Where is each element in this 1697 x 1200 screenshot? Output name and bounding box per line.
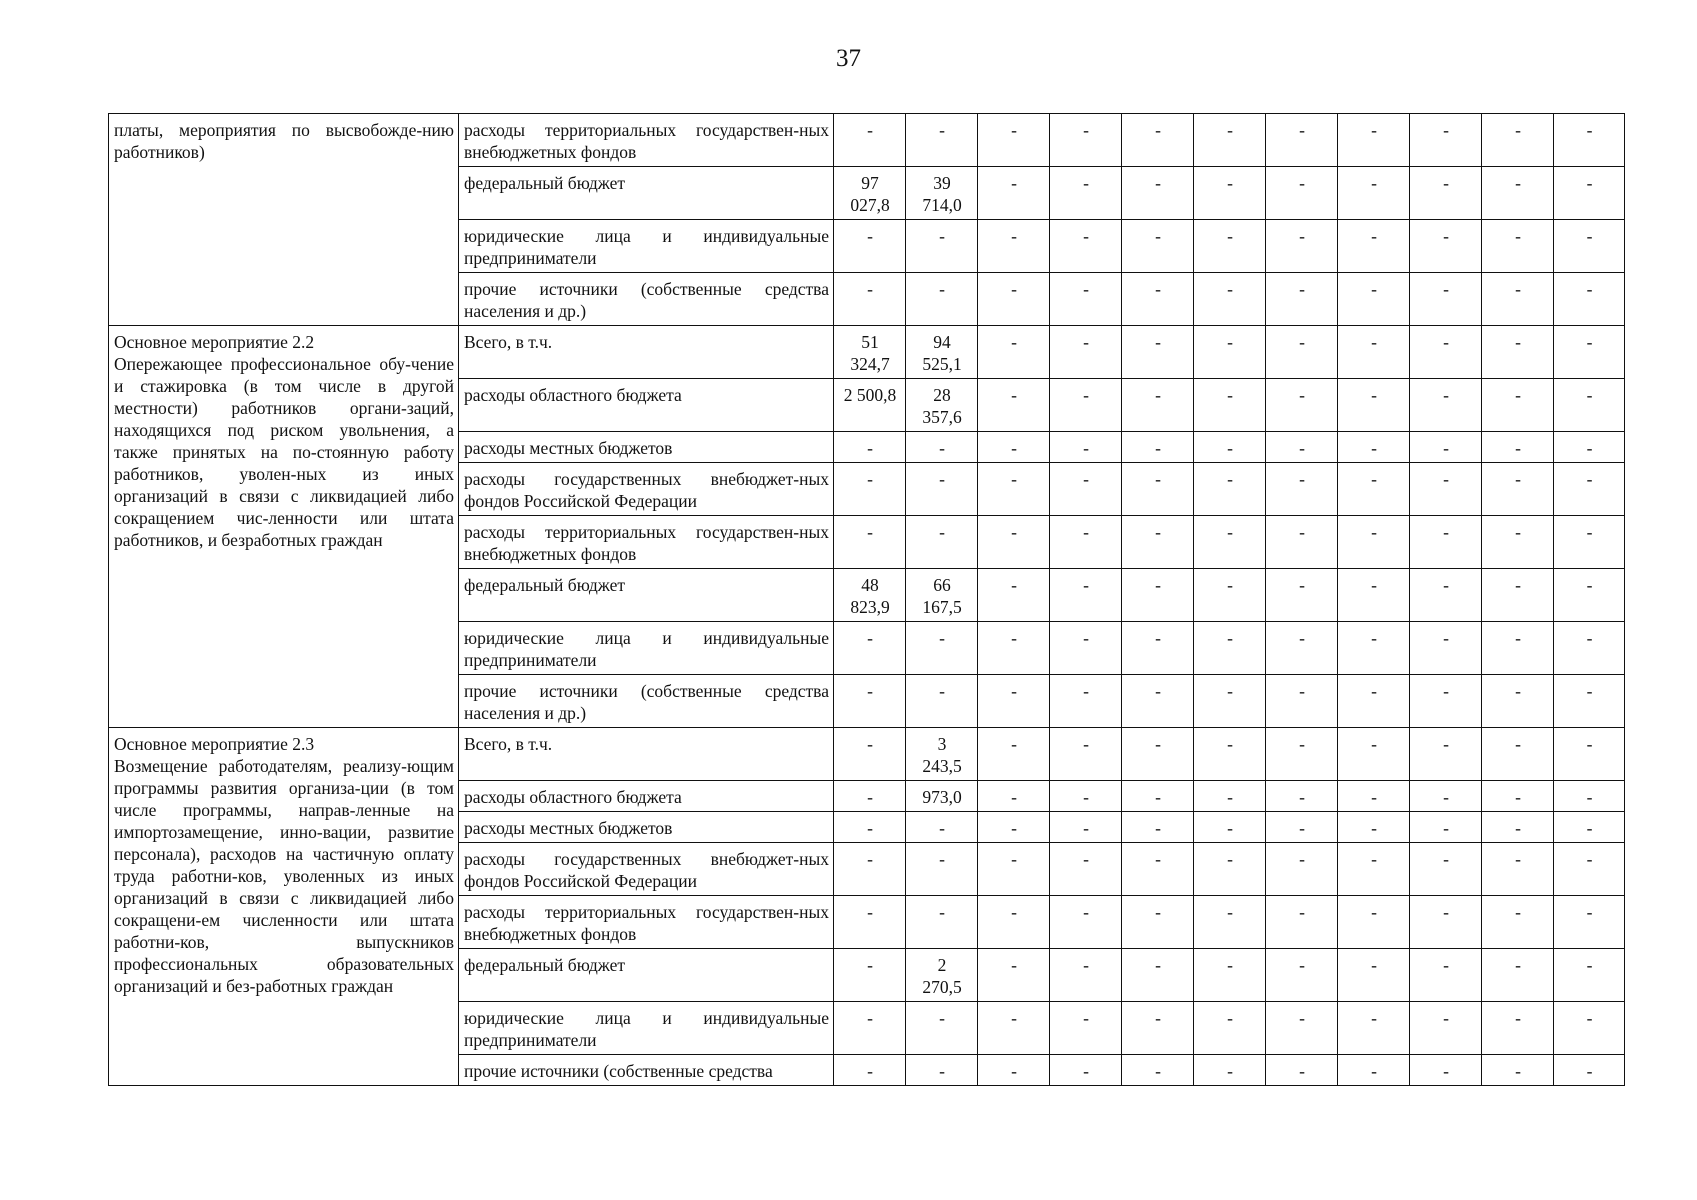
value-cell: - (1122, 1002, 1194, 1055)
value-cell: - (906, 812, 978, 843)
value-cell: - (1194, 516, 1266, 569)
funding-source-cell: юридические лица и индивидуальные предприниматели (459, 622, 834, 675)
value-cell: - (1050, 1055, 1122, 1086)
value-cell: - (906, 675, 978, 728)
value-cell: - (1554, 622, 1625, 675)
value-cell: - (1266, 569, 1338, 622)
value-cell: 28 357,6 (906, 379, 978, 432)
funding-source-cell: Всего, в т.ч. (459, 728, 834, 781)
funding-source-cell: расходы государственных внебюджет-ных фондов Российской Федерации (459, 463, 834, 516)
value-cell: - (1050, 326, 1122, 379)
value-cell: - (1482, 675, 1554, 728)
funding-source-cell: федеральный бюджет (459, 569, 834, 622)
value-cell: 2 270,5 (906, 949, 978, 1002)
value-cell: - (978, 949, 1050, 1002)
value-cell: - (1338, 781, 1410, 812)
value-cell: - (834, 781, 906, 812)
value-cell: - (1194, 167, 1266, 220)
value-cell: - (1122, 812, 1194, 843)
value-cell: - (1554, 1002, 1625, 1055)
value-cell: - (1482, 114, 1554, 167)
value-cell: - (1554, 812, 1625, 843)
table-body (109, 114, 1625, 1086)
value-cell: - (1194, 463, 1266, 516)
measure-description: Опережающее профессиональное обу-чение и стажировка (в том числе в другой местности) работников органи-заций, находящихся под риском увольнения, а также принятых на по-стоянную работу работников, уволен-ных из иных организаций в связи с ликвидацией либо сокращением чис-ленности или штата работников, и безработных граждан (114, 354, 454, 550)
budget-table (108, 113, 1625, 1086)
value-cell: - (1482, 1055, 1554, 1086)
value-cell: - (1482, 1002, 1554, 1055)
value-cell: - (1554, 516, 1625, 569)
value-cell: - (1410, 675, 1482, 728)
funding-source-cell: расходы государственных внебюджет-ных фондов Российской Федерации (459, 843, 834, 896)
value-cell: - (1482, 432, 1554, 463)
value-cell: - (1122, 569, 1194, 622)
value-cell: - (978, 273, 1050, 326)
value-cell: - (1122, 516, 1194, 569)
value-cell: - (1410, 843, 1482, 896)
value-cell: - (1482, 781, 1554, 812)
page-number: 37 (836, 45, 861, 72)
measure-cell (109, 728, 459, 1086)
value-cell: - (1266, 781, 1338, 812)
value-cell: - (978, 114, 1050, 167)
measure-description: Возмещение работодателям, реализу-ющим программы развития организа-ции (в том числе программы, направ-ленные на импортозамещение, инно-вации, развитие персонала), расходов на частичную оплату труда работни-ков, уволенных из иных организаций в связи с ликвидацией либо сокращени-ем численности или штата работни-ков, выпускников профессиональных образовательных организаций и без-работных граждан (114, 756, 454, 996)
value-cell: - (1266, 728, 1338, 781)
value-cell: - (1194, 622, 1266, 675)
value-cell: - (1482, 569, 1554, 622)
value-cell: - (978, 675, 1050, 728)
measure-text: Основное мероприятие 2.3 (114, 734, 315, 754)
funding-source-cell: юридические лица и индивидуальные предприниматели (459, 220, 834, 273)
value-cell: - (1194, 1055, 1266, 1086)
value-cell: - (1410, 1055, 1482, 1086)
funding-source-cell: расходы областного бюджета (459, 781, 834, 812)
value-cell: - (1338, 728, 1410, 781)
value-cell: - (1410, 114, 1482, 167)
value-cell: - (1050, 1002, 1122, 1055)
value-cell: - (1194, 812, 1266, 843)
measure-cell (109, 326, 459, 728)
value-cell: - (1410, 781, 1482, 812)
value-cell: - (1050, 167, 1122, 220)
value-cell: - (978, 896, 1050, 949)
value-cell: - (1410, 273, 1482, 326)
value-cell: - (1482, 220, 1554, 273)
value-cell: - (1122, 728, 1194, 781)
value-cell: - (1194, 114, 1266, 167)
value-cell: - (1338, 1055, 1410, 1086)
value-cell: - (1482, 728, 1554, 781)
value-cell: - (978, 220, 1050, 273)
value-cell: - (906, 463, 978, 516)
value-cell: - (978, 781, 1050, 812)
value-cell: - (1194, 896, 1266, 949)
value-cell: - (1122, 1055, 1194, 1086)
value-cell: - (1266, 675, 1338, 728)
value-cell: - (1122, 167, 1194, 220)
value-cell: - (1554, 843, 1625, 896)
value-cell: - (978, 432, 1050, 463)
value-cell: - (1554, 781, 1625, 812)
funding-source-cell: расходы местных бюджетов (459, 812, 834, 843)
value-cell: - (1050, 463, 1122, 516)
value-cell: - (1266, 843, 1338, 896)
value-cell: - (1410, 812, 1482, 843)
value-cell: 97 027,8 (834, 167, 906, 220)
value-cell: - (906, 896, 978, 949)
value-cell: - (1194, 949, 1266, 1002)
value-cell: - (1050, 622, 1122, 675)
value-cell: - (978, 728, 1050, 781)
value-cell: - (1266, 273, 1338, 326)
value-cell: 48 823,9 (834, 569, 906, 622)
value-cell: - (1482, 326, 1554, 379)
value-cell: 2 500,8 (834, 379, 906, 432)
value-cell: - (1122, 675, 1194, 728)
value-cell: - (1338, 843, 1410, 896)
value-cell: - (1482, 516, 1554, 569)
value-cell: - (834, 273, 906, 326)
value-cell: - (1410, 728, 1482, 781)
value-cell: - (834, 843, 906, 896)
value-cell: - (1554, 1055, 1625, 1086)
value-cell: - (1122, 622, 1194, 675)
value-cell: - (1122, 949, 1194, 1002)
value-cell: - (1050, 812, 1122, 843)
value-cell: - (1338, 896, 1410, 949)
value-cell: - (1338, 949, 1410, 1002)
value-cell: - (1266, 379, 1338, 432)
funding-source-cell: расходы областного бюджета (459, 379, 834, 432)
value-cell: - (1338, 516, 1410, 569)
value-cell: - (1482, 463, 1554, 516)
value-cell: - (1338, 432, 1410, 463)
value-cell: - (978, 326, 1050, 379)
value-cell: - (1050, 569, 1122, 622)
value-cell: - (834, 728, 906, 781)
value-cell: - (1050, 675, 1122, 728)
value-cell: - (1194, 1002, 1266, 1055)
value-cell: - (1482, 273, 1554, 326)
value-cell: - (978, 843, 1050, 896)
value-cell: - (1194, 432, 1266, 463)
value-cell: - (1410, 516, 1482, 569)
value-cell: - (1554, 728, 1625, 781)
value-cell: - (834, 1055, 906, 1086)
value-cell: - (1194, 728, 1266, 781)
value-cell: - (1122, 114, 1194, 167)
value-cell: - (978, 379, 1050, 432)
value-cell: - (1554, 379, 1625, 432)
funding-source-cell: прочие источники (собственные средства (459, 1055, 834, 1086)
value-cell: - (1482, 379, 1554, 432)
value-cell: - (906, 432, 978, 463)
value-cell: - (906, 843, 978, 896)
value-cell: - (978, 516, 1050, 569)
value-cell: - (1338, 569, 1410, 622)
value-cell: - (978, 463, 1050, 516)
value-cell: - (1194, 843, 1266, 896)
value-cell: - (834, 516, 906, 569)
value-cell: - (1338, 273, 1410, 326)
value-cell: - (834, 1002, 906, 1055)
value-cell: - (1266, 949, 1338, 1002)
value-cell: 51 324,7 (834, 326, 906, 379)
value-cell: - (906, 622, 978, 675)
value-cell: - (906, 114, 978, 167)
value-cell: - (1554, 675, 1625, 728)
measure-cell (109, 114, 459, 326)
value-cell: - (1554, 463, 1625, 516)
value-cell: - (1050, 781, 1122, 812)
value-cell: - (834, 463, 906, 516)
value-cell: - (978, 569, 1050, 622)
value-cell: - (1338, 167, 1410, 220)
value-cell: - (1122, 463, 1194, 516)
value-cell: - (1266, 896, 1338, 949)
value-cell: - (834, 432, 906, 463)
value-cell: - (1554, 114, 1625, 167)
funding-source-cell: прочие источники (собственные средства населения и др.) (459, 273, 834, 326)
value-cell: - (1050, 220, 1122, 273)
value-cell: - (1410, 463, 1482, 516)
value-cell: - (978, 812, 1050, 843)
value-cell: - (1122, 896, 1194, 949)
measure-text: Основное мероприятие 2.2 (114, 332, 315, 352)
value-cell: 94 525,1 (906, 326, 978, 379)
value-cell: - (1050, 379, 1122, 432)
value-cell: - (1554, 326, 1625, 379)
value-cell: - (1338, 675, 1410, 728)
value-cell: - (834, 622, 906, 675)
funding-source-cell: расходы территориальных государствен-ных внебюджетных фондов (459, 896, 834, 949)
value-cell: - (1050, 728, 1122, 781)
value-cell: - (1266, 463, 1338, 516)
value-cell: - (1122, 326, 1194, 379)
funding-source-cell: расходы территориальных государствен-ных внебюджетных фондов (459, 516, 834, 569)
value-cell: 3 243,5 (906, 728, 978, 781)
value-cell: - (1122, 220, 1194, 273)
value-cell: - (1482, 167, 1554, 220)
value-cell: - (1410, 167, 1482, 220)
value-cell: - (1122, 781, 1194, 812)
value-cell: - (1266, 622, 1338, 675)
value-cell: - (1122, 432, 1194, 463)
value-cell: - (1122, 379, 1194, 432)
value-cell: - (978, 1002, 1050, 1055)
value-cell: - (1266, 114, 1338, 167)
value-cell: - (1194, 326, 1266, 379)
funding-source-cell: Всего, в т.ч. (459, 326, 834, 379)
table-row (109, 114, 1625, 167)
value-cell: - (834, 220, 906, 273)
value-cell: - (1050, 432, 1122, 463)
value-cell: - (1554, 220, 1625, 273)
value-cell: - (1338, 114, 1410, 167)
value-cell: - (1266, 167, 1338, 220)
value-cell: - (1410, 896, 1482, 949)
table-row (109, 728, 1625, 781)
value-cell: 66 167,5 (906, 569, 978, 622)
value-cell: - (978, 622, 1050, 675)
value-cell: - (906, 273, 978, 326)
funding-source-cell: расходы местных бюджетов (459, 432, 834, 463)
value-cell: - (1194, 379, 1266, 432)
value-cell: 973,0 (906, 781, 978, 812)
value-cell: - (1410, 949, 1482, 1002)
value-cell: - (1194, 781, 1266, 812)
value-cell: - (1482, 949, 1554, 1002)
value-cell: - (906, 1055, 978, 1086)
value-cell: - (1410, 569, 1482, 622)
funding-source-cell: прочие источники (собственные средства населения и др.) (459, 675, 834, 728)
value-cell: - (1194, 273, 1266, 326)
value-cell: 39 714,0 (906, 167, 978, 220)
value-cell: - (1338, 812, 1410, 843)
value-cell: - (1266, 432, 1338, 463)
value-cell: - (1194, 569, 1266, 622)
value-cell: - (1194, 220, 1266, 273)
value-cell: - (1410, 379, 1482, 432)
value-cell: - (1338, 622, 1410, 675)
value-cell: - (834, 812, 906, 843)
value-cell: - (834, 949, 906, 1002)
value-cell: - (1482, 843, 1554, 896)
funding-source-cell: расходы территориальных государствен-ных внебюджетных фондов (459, 114, 834, 167)
value-cell: - (1482, 896, 1554, 949)
value-cell: - (1338, 1002, 1410, 1055)
value-cell: - (978, 1055, 1050, 1086)
value-cell: - (834, 114, 906, 167)
value-cell: - (906, 516, 978, 569)
value-cell: - (834, 675, 906, 728)
value-cell: - (1482, 622, 1554, 675)
value-cell: - (1122, 843, 1194, 896)
value-cell: - (1266, 1002, 1338, 1055)
value-cell: - (1410, 1002, 1482, 1055)
value-cell: - (1266, 326, 1338, 379)
value-cell: - (1338, 326, 1410, 379)
funding-source-cell: федеральный бюджет (459, 167, 834, 220)
value-cell: - (1554, 432, 1625, 463)
value-cell: - (1050, 843, 1122, 896)
value-cell: - (1338, 220, 1410, 273)
value-cell: - (1482, 812, 1554, 843)
value-cell: - (906, 220, 978, 273)
value-cell: - (1050, 949, 1122, 1002)
value-cell: - (1338, 463, 1410, 516)
value-cell: - (1266, 812, 1338, 843)
value-cell: - (1050, 273, 1122, 326)
funding-source-cell: юридические лица и индивидуальные предприниматели (459, 1002, 834, 1055)
funding-source-cell: федеральный бюджет (459, 949, 834, 1002)
value-cell: - (1122, 273, 1194, 326)
value-cell: - (1554, 273, 1625, 326)
value-cell: - (1554, 167, 1625, 220)
value-cell: - (978, 167, 1050, 220)
value-cell: - (1554, 949, 1625, 1002)
value-cell: - (1410, 220, 1482, 273)
value-cell: - (1050, 516, 1122, 569)
value-cell: - (1050, 114, 1122, 167)
measure-text: платы, мероприятия по высвобожде-нию работников) (114, 120, 454, 162)
value-cell: - (1266, 516, 1338, 569)
value-cell: - (1266, 220, 1338, 273)
value-cell: - (1050, 896, 1122, 949)
value-cell: - (1410, 432, 1482, 463)
value-cell: - (1410, 326, 1482, 379)
value-cell: - (906, 1002, 978, 1055)
value-cell: - (1338, 379, 1410, 432)
value-cell: - (1554, 896, 1625, 949)
value-cell: - (1266, 1055, 1338, 1086)
value-cell: - (1194, 675, 1266, 728)
value-cell: - (834, 896, 906, 949)
value-cell: - (1554, 569, 1625, 622)
value-cell: - (1410, 622, 1482, 675)
table-row (109, 326, 1625, 379)
